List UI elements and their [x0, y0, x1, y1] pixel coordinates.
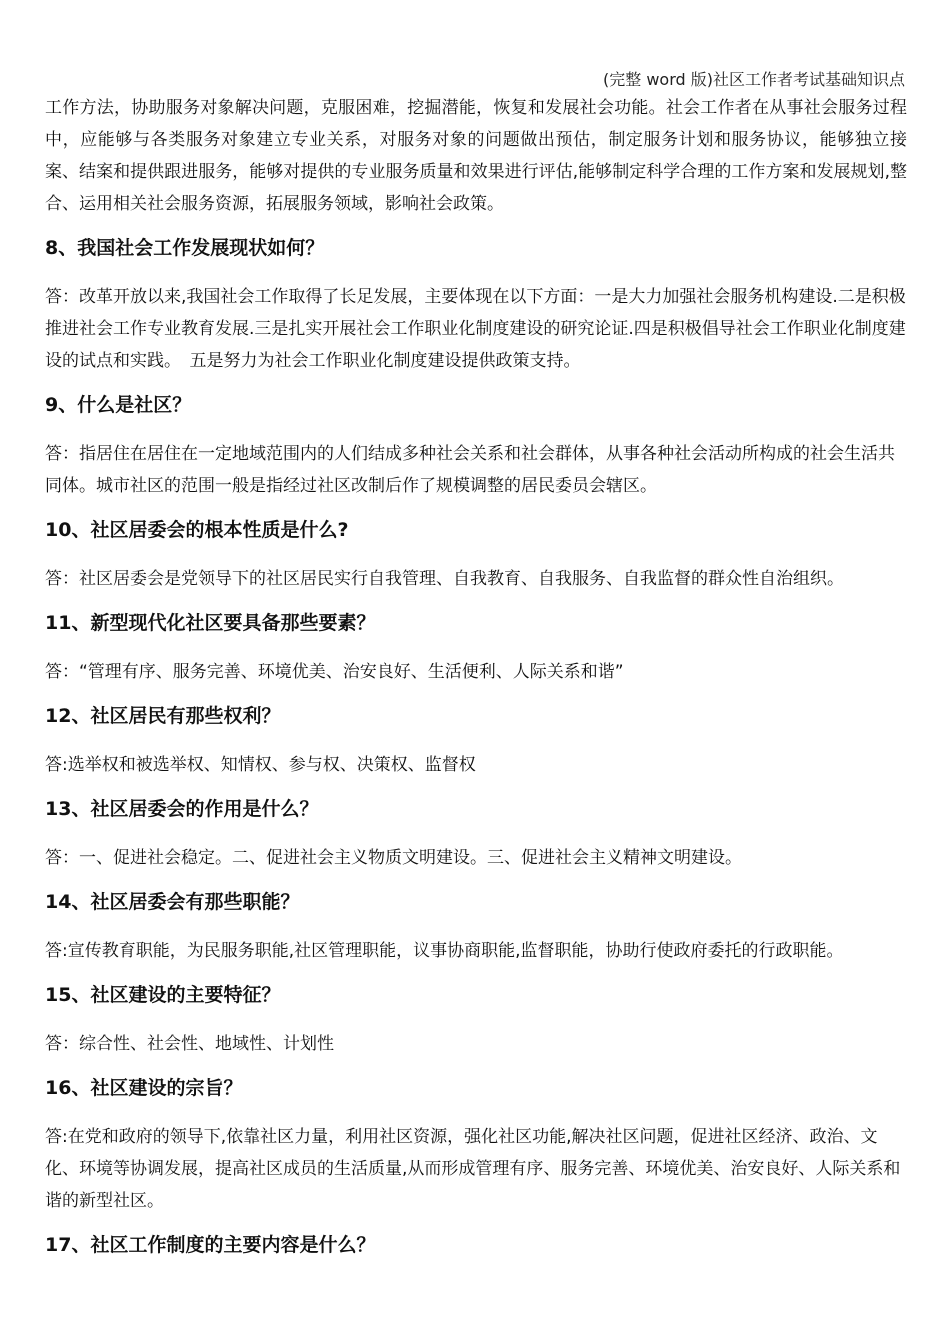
question-11: 11、新型现代化社区要具备那些要素？	[45, 612, 376, 634]
answer-11: 答：“管理有序、服务完善、环境优美、治安良好、生活便利、人际关系和谐”	[45, 662, 624, 682]
answer-10: 答：社区居委会是党领导下的社区居民实行自我管理、自我教育、自我服务、自我监督的群众性自治组织。	[45, 569, 844, 589]
answer-12: 答:选举权和被选举权、知情权、参与权、决策权、监督权	[45, 755, 476, 775]
question-16: 16、社区建设的宗旨？	[45, 1077, 243, 1099]
answer-9: 答：指居住在居住在一定地域范围内的人们结成多种社会关系和社会群体，从事各种社会活动所构成的社会生活共同体。城市社区的范围一般是指经过社区改制后作了规模调整的居民委员会辖区。	[45, 444, 895, 496]
question-17: 17、社区工作制度的主要内容是什么？	[45, 1234, 376, 1256]
question-14: 14、社区居委会有那些职能？	[45, 891, 300, 913]
answer-8: 答：改革开放以来,我国社会工作取得了长足发展，主要体现在以下方面：一是大力加强社会服务机构建设.二是积极推进社会工作专业教育发展.三是扎实开展社会工作职业化制度建设的研究论证.四是积极倡导社会工作职业化制度建设的试点和实践。 五是努力为社会工作职业化制度建设提供政策支持。	[45, 287, 906, 371]
answer-16: 答:在党和政府的领导下,依靠社区力量，利用社区资源，强化社区功能,解决社区问题，促进社区经济、政治、文化、环境等协调发展，提高社区成员的生活质量,从而形成管理有序、服务完善、环境优美、治安良好、人际关系和谐的新型社区。	[45, 1127, 901, 1211]
intro-paragraph: 工作方法，协助服务对象解决问题，克服困难，挖掘潜能，恢复和发展社会功能。社会工作者在从事社会服务过程中，应能够与各类服务对象建立专业关系，对服务对象的问题做出预估，制定服务计划和服务协议，能够独立接案、结案和提供跟进服务，能够对提供的专业服务质量和效果进行评估,能够制定科学合理的工作方案和发展规划,整合、运用相关社会服务资源，拓展服务领域，影响社会政策。	[45, 98, 907, 214]
answer-15: 答：综合性、社会性、地域性、计划性	[45, 1034, 334, 1054]
page-header: (完整 word 版)社区工作者考试基础知识点	[603, 70, 905, 89]
question-8: 8、我国社会工作发展现状如何？	[45, 237, 325, 259]
document-body	[45, 92, 907, 1257]
question-13: 13、社区居委会的作用是什么？	[45, 798, 319, 820]
question-15: 15、社区建设的主要特征？	[45, 984, 281, 1006]
question-12: 12、社区居民有那些权利？	[45, 705, 281, 727]
answer-14: 答:宣传教育职能，为民服务职能,社区管理职能，议事协商职能,监督职能，协助行使政府委托的行政职能。	[45, 941, 844, 961]
question-9: 9、什么是社区？	[45, 394, 192, 416]
question-10: 10、社区居委会的根本性质是什么?	[45, 519, 349, 541]
answer-13: 答：一、促进社会稳定。二、促进社会主义物质文明建设。三、促进社会主义精神文明建设。	[45, 848, 742, 868]
